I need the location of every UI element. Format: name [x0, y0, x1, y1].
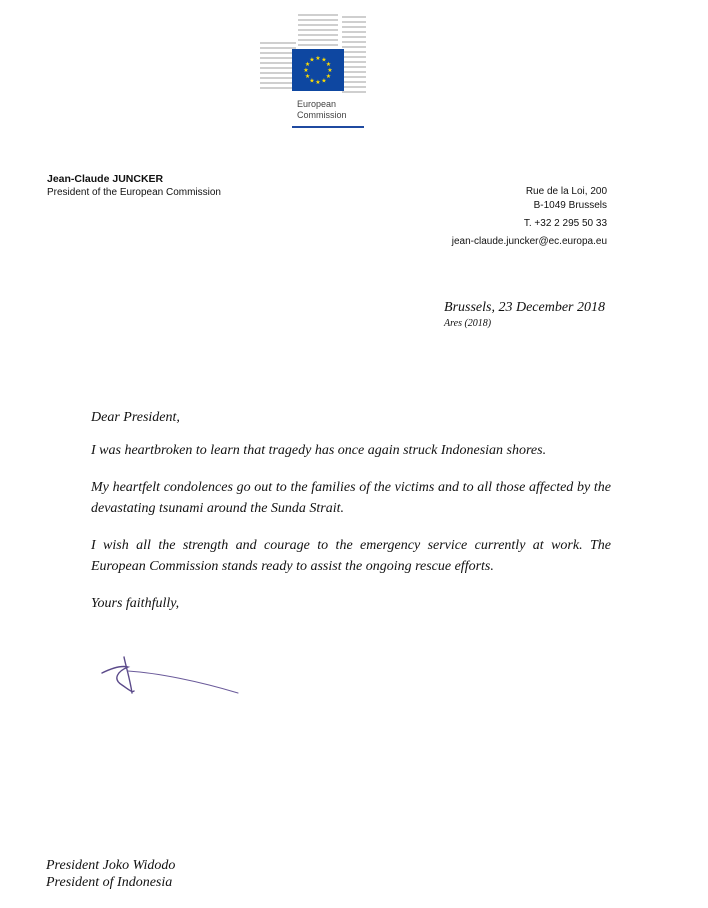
sender-block [47, 173, 221, 199]
svg-text:★: ★ [325, 61, 332, 68]
svg-text:★: ★ [309, 77, 315, 85]
svg-text:★: ★ [315, 55, 321, 62]
paragraph-3: I wish all the strength and courage to the emergency service currently at work. The European Commission stands ready to assist the ongoing rescue efforts. [91, 538, 611, 574]
paragraph-1: I was heartbroken to learn that tragedy has once again struck Indonesian shores. [91, 443, 547, 458]
address-email: jean-claude.juncker@ec.europa.eu [451, 236, 607, 247]
address-street: Rue de la Loi, 200 [525, 186, 607, 197]
svg-text:★: ★ [309, 56, 315, 64]
date-block [444, 300, 605, 329]
recipient-title: President of Indonesia [46, 875, 173, 890]
recipient-name: President Joko Widodo [46, 858, 176, 873]
logo-caption [297, 99, 347, 121]
svg-text:★: ★ [304, 61, 311, 68]
svg-text:★: ★ [327, 67, 333, 74]
address-city: B-1049 Brussels [533, 200, 607, 211]
closing: Yours faithfully, [91, 596, 180, 611]
address-phone: T. +32 2 295 50 33 [523, 218, 607, 229]
letter-body [91, 407, 611, 630]
address-block [452, 185, 607, 249]
logo-name-line2: Commission [297, 110, 347, 120]
letter-reference: Ares (2018) [444, 318, 492, 329]
svg-text:★: ★ [325, 73, 332, 80]
svg-text:★: ★ [303, 67, 309, 74]
recipient-block [46, 857, 175, 891]
svg-text:★: ★ [315, 79, 321, 86]
paragraph-2: My heartfelt condolences go out to the families of the victims and to all those affected by the devastating tsunami around the Sunda Strait. [91, 480, 611, 516]
svg-text:★: ★ [321, 77, 327, 85]
logo-name-line1: European [297, 99, 337, 109]
logo-rule [292, 126, 364, 128]
sender-title: President of the European Commission [47, 187, 221, 198]
svg-text:★: ★ [304, 73, 311, 80]
signature-icon [98, 655, 243, 700]
sender-name: Jean-Claude JUNCKER [47, 173, 164, 185]
salutation: Dear President, [91, 410, 180, 425]
handwritten-signature [98, 655, 243, 700]
svg-text:★: ★ [321, 56, 327, 64]
letter-date: Brussels, 23 December 2018 [444, 300, 605, 315]
